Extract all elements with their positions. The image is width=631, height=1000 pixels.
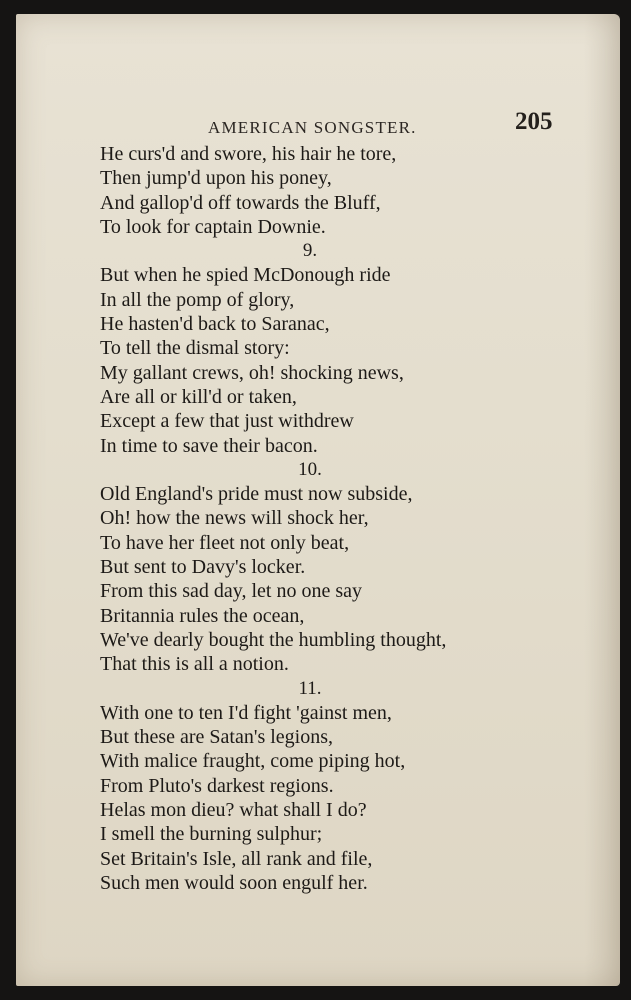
verse-line: Set Britain's Isle, all rank and file,	[100, 847, 373, 870]
verse-line: He hasten'd back to Saranac,	[100, 313, 330, 336]
verse-line: In time to save their bacon.	[100, 434, 318, 457]
verse-line: Then jump'd upon his poney,	[100, 167, 332, 190]
running-title: AMERICAN SONGSTER.	[208, 118, 417, 137]
verse-line: With one to ten I'd fight 'gainst men,	[100, 701, 392, 724]
stanza-number: 10.	[298, 458, 322, 480]
stanza-10	[100, 458, 550, 677]
verse-line: But when he spied McDonough ride	[100, 264, 391, 287]
verse-line: In all the pomp of glory,	[100, 288, 295, 311]
verse-line: Helas mon dieu? what shall I do?	[100, 799, 367, 822]
verse-line: Old England's pride must now subside,	[100, 483, 413, 506]
poem-text	[100, 142, 550, 895]
stanza-11	[100, 677, 550, 896]
verse-line: My gallant crews, oh! shocking news,	[100, 361, 404, 384]
verse-line: Except a few that just withdrew	[100, 410, 354, 433]
stanza-number: 9.	[302, 240, 318, 262]
stanza-number: 11.	[298, 677, 322, 699]
verse-line: I smell the burning sulphur;	[100, 823, 323, 846]
verse-line: But sent to Davy's locker.	[100, 556, 306, 579]
verse-line: That this is all a notion.	[100, 653, 289, 676]
book-page	[16, 14, 620, 986]
verse-line: From Pluto's darkest regions.	[100, 774, 334, 797]
verse-line: With malice fraught, come piping hot,	[100, 750, 406, 773]
verse-line: To have her fleet not only beat,	[100, 531, 350, 554]
page-number: 205	[515, 108, 553, 135]
verse-line: From this sad day, let no one say	[100, 580, 363, 603]
verse-line: Oh! how the news will shock her,	[100, 507, 369, 530]
stanza-9	[100, 239, 550, 458]
verse-line: We've dearly bought the humbling thought,	[100, 628, 447, 651]
stanza-continuation	[100, 142, 550, 239]
verse-line: And gallop'd off towards the Bluff,	[100, 191, 381, 214]
verse-line: But these are Satan's legions,	[100, 726, 333, 749]
verse-line: To look for captain Downie.	[100, 215, 326, 238]
verse-line: To tell the dismal story:	[100, 337, 290, 360]
verse-line: Are all or kill'd or taken,	[100, 385, 297, 408]
verse-line: He curs'd and swore, his hair he tore,	[100, 143, 397, 165]
page-header	[16, 106, 620, 146]
verse-line: Britannia rules the ocean,	[100, 604, 305, 627]
verse-line: Such men would soon engulf her.	[100, 871, 368, 894]
